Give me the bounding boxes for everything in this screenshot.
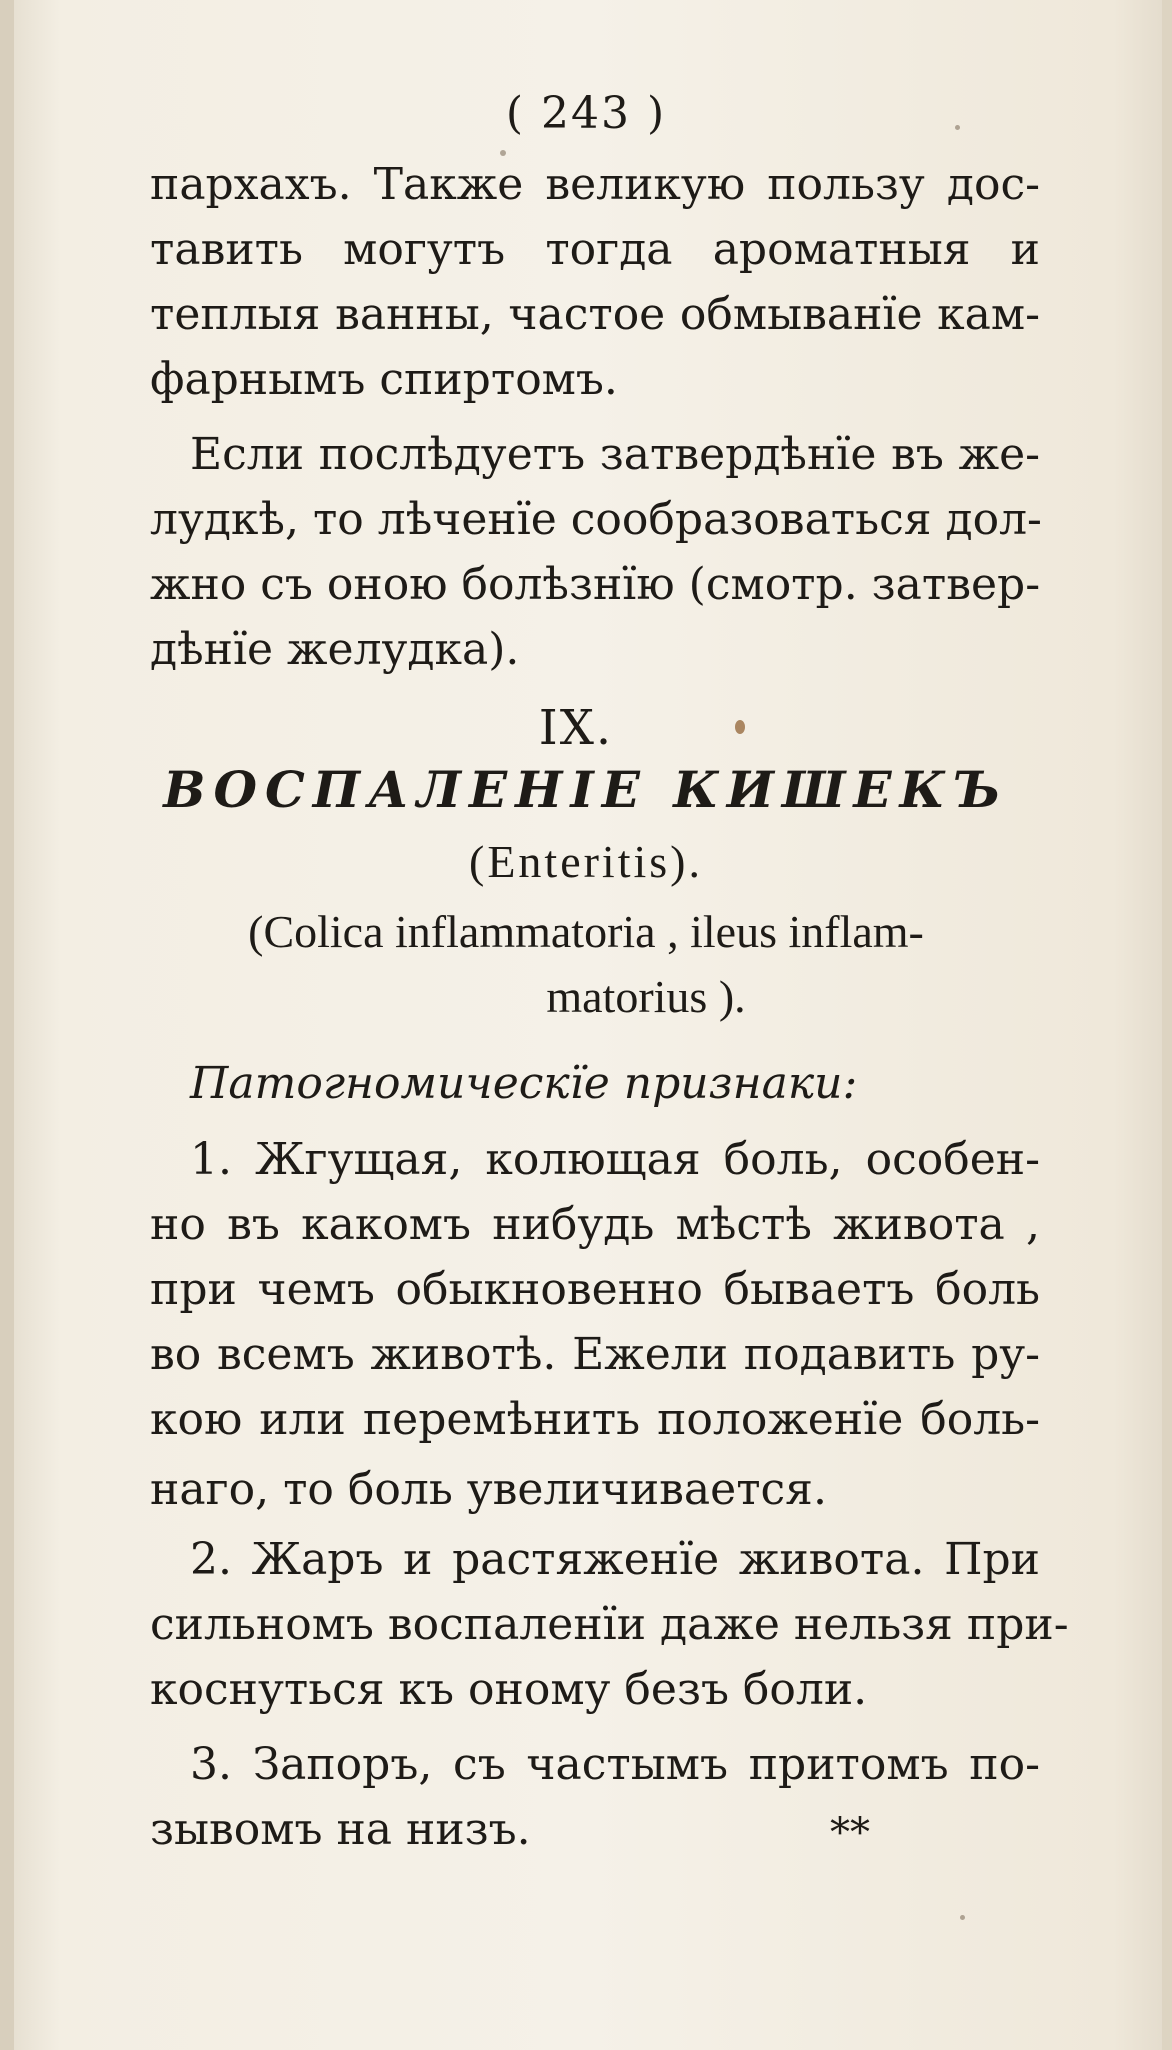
latin-synonyms-line: matorius ). bbox=[546, 971, 746, 1022]
text-line: дѣнïе желудка). bbox=[150, 624, 520, 675]
ink-speck bbox=[500, 150, 506, 156]
text-line: тавить могутъ тогда ароматныя и bbox=[150, 224, 1040, 275]
text-line: 1. Жгущая, колющая боль, особен- bbox=[190, 1134, 1040, 1185]
ink-speck bbox=[955, 125, 960, 130]
text-line: лудкѣ, то лѣченïе сообразоваться дол- bbox=[150, 494, 1042, 545]
text-line: 3. Запоръ, съ частымъ притомъ по- bbox=[190, 1739, 1040, 1790]
text-line: но въ какомъ нибудь мѣстѣ живота , bbox=[150, 1199, 1040, 1250]
page-number: ( 243 ) bbox=[505, 88, 667, 139]
text-line: фарнымъ спиртомъ. bbox=[150, 354, 618, 405]
subheading: Патогномическïе признаки: bbox=[190, 1058, 858, 1109]
text-line: жно съ оною болѣзнïю (смотр. затвер- bbox=[150, 559, 1041, 610]
latin-synonyms-line: (Colica inflammatoria , ileus inflam- bbox=[248, 906, 924, 957]
text-line: зывомъ на низъ. bbox=[150, 1804, 531, 1855]
text-line: кою или перемѣнить положенïе боль- bbox=[150, 1394, 1040, 1445]
page-edge-right bbox=[1162, 0, 1172, 2050]
section-title: ВОСПАЛЕНIЕ КИШЕКЪ bbox=[163, 760, 1009, 819]
text-line: Если послѣдуетъ затвердѣнïе въ же- bbox=[190, 429, 1040, 480]
text-line: при чемъ обыкновенно бываетъ боль bbox=[150, 1264, 1040, 1315]
text-line: пархахъ. Также великую пользу дос- bbox=[150, 159, 1040, 210]
section-number: IX. bbox=[538, 700, 614, 756]
text-line: наго, то боль увеличивается. bbox=[150, 1464, 827, 1515]
text-line: во всемъ животѣ. Ежели подавить ру- bbox=[150, 1329, 1040, 1380]
text-line: теплыя ванны, частое обмыванïе кам- bbox=[150, 289, 1040, 340]
text-line: сильномъ воспаленïи даже нельзя при- bbox=[150, 1599, 1069, 1650]
latin-name: (Enteritis). bbox=[469, 836, 703, 887]
ink-speck bbox=[735, 720, 745, 734]
signature-mark: ** bbox=[830, 1810, 870, 1856]
text-line: 2. Жаръ и растяженïе живота. При bbox=[190, 1534, 1040, 1585]
text-line: коснуться къ оному безъ боли. bbox=[150, 1664, 868, 1715]
page-edge-left bbox=[0, 0, 14, 2050]
ink-speck bbox=[960, 1915, 965, 1920]
